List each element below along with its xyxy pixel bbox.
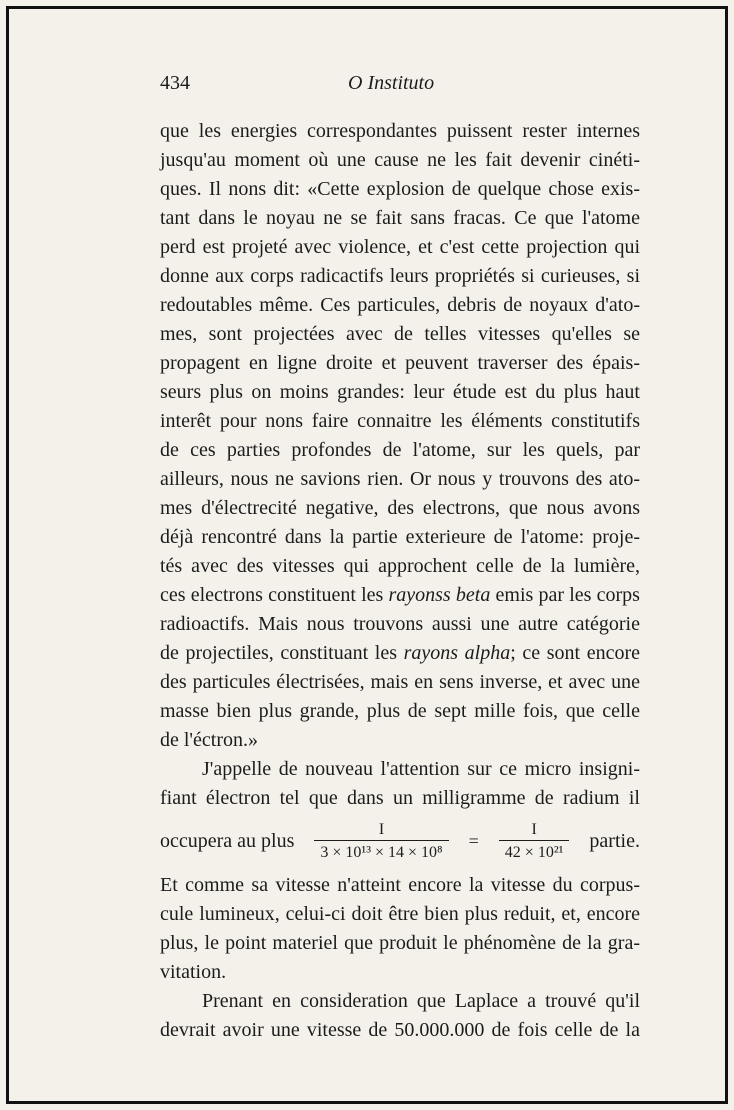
text-line: des particules électrisées, mais en sens inverse, et avec une <box>160 671 640 693</box>
fraction-2-numerator: I <box>531 820 537 838</box>
formula-lead: occupera au plus <box>160 829 295 852</box>
text-line: donne aux corps radicactifs leurs propriétés si curieuses, si <box>160 265 640 287</box>
text-line: interêt pour nons faire connaitre les éléments constitutifs <box>160 410 640 432</box>
fraction-2 <box>499 820 570 863</box>
text-segment: emis par les corps <box>490 584 640 606</box>
formula-tail: partie. <box>589 829 640 852</box>
text-line: redoutables même. Ces particules, debris de noyaux d'ato- <box>160 294 640 316</box>
text-line: J'appelle de nouveau l'attention sur ce micro insigni- <box>202 758 640 780</box>
italic-term: rayonss beta <box>388 584 491 606</box>
text-line: tés avec des vitesses qui approchent celle de la lumière, <box>160 555 640 577</box>
italic-term: rayons alpha <box>403 642 511 664</box>
text-line: ques. Il nons dit: «Cette explosion de quelque chose exis- <box>160 178 640 200</box>
text-line: radioactifs. Mais nous trouvons aussi une autre catégorie <box>160 613 640 635</box>
text-line: de l'éctron.» <box>160 729 259 751</box>
text-segment: ; ce sont encore <box>510 642 640 664</box>
equals-sign: = <box>468 830 479 851</box>
text-line: de ces parties profondes de l'atome, sur les quels, par <box>160 439 640 461</box>
text-line: masse bien plus grande, plus de sept mille fois, que celle <box>160 700 640 722</box>
running-title: O Instituto <box>348 72 435 94</box>
text-line: Prenant en consideration que Laplace a trouvé qu'il <box>202 990 640 1012</box>
text-line: plus, le point materiel que produit le phénomène de la gra- <box>160 932 640 954</box>
text-line: fiant électron tel que dans un milligramme de radium il <box>160 787 640 809</box>
text-line: cule lumineux, celui-ci doit être bien plus reduit, et, encore <box>160 903 640 925</box>
text-line: que les energies correspondantes puissent rester internes <box>160 120 640 142</box>
text-line-alpha <box>160 639 640 668</box>
text-line: Et comme sa vitesse n'atteint encore la vitesse du corpus- <box>160 874 640 896</box>
text-line: ailleurs, nous ne savions rien. Or nous y trouvons des ato- <box>160 468 640 490</box>
fraction-1 <box>314 820 448 863</box>
text-line-beta <box>160 581 640 610</box>
text-line: tant dans le noyau ne se fait sans fracas. Ce que l'atome <box>160 207 640 229</box>
fraction-2-denominator: 42 × 10²¹ <box>499 840 570 863</box>
text-segment: de projectiles, constituant les <box>160 642 404 664</box>
text-line: vitation. <box>160 961 227 983</box>
page-header <box>160 72 580 102</box>
fraction-1-numerator: I <box>378 820 385 838</box>
body-text <box>160 117 640 1045</box>
page-number: 434 <box>160 72 190 94</box>
text-line: mes, sont projectées avec de telles vitesses qu'elles se <box>160 323 640 345</box>
text-line: mes d'électrecité negative, des electrons, que nous avons <box>160 497 640 519</box>
text-line: propagent en ligne droite et peuvent traverser des épais- <box>160 352 640 374</box>
fraction-1-denominator: 3 × 10¹³ × 14 × 10⁸ <box>314 840 448 863</box>
text-line: devrait avoir une vitesse de 50.000.000 de fois celle de la <box>160 1019 640 1041</box>
text-line: jusqu'au moment où une cause ne les fait devenir cinéti- <box>160 149 640 171</box>
text-segment: ces electrons constituent les <box>160 584 389 606</box>
formula-line <box>160 813 640 869</box>
text-line: déjà rencontré dans la partie exterieure de l'atome: proje- <box>160 526 640 548</box>
text-line: perd est projeté avec violence, et c'est cette projection qui <box>160 236 640 258</box>
text-line: seurs plus on moins grandes: leur étude est du plus haut <box>160 381 640 403</box>
